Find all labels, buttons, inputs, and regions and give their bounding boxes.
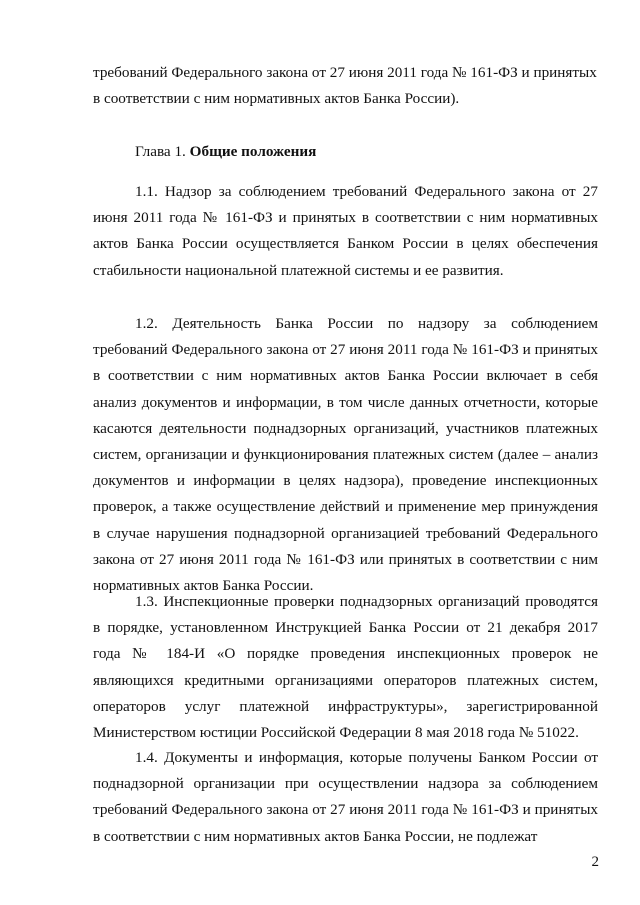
intro-paragraph: требований Федерального закона от 27 июня 2011 года № 161-ФЗ и принятых в соответствии с ним нормативных актов Банка России). bbox=[93, 64, 597, 108]
page-number: 2 bbox=[591, 854, 599, 870]
paragraph-1-2: 1.2. Деятельность Банка России по надзору за соблюдением требований Федерального закона от 27 июня 2011 года № 161-ФЗ и принятых в соответствии с ним нормативных актов Банка России включает в себя анализ документов и информации, в том числе данных отчетности, которые касаются деятельности поднадзорных организаций, участников платежных систем, организации и функционирования платежных систем (далее – анализ документов и информации в целях надзора), проведение инспекционных проверок, а также осуществление действий и применение мер принуждения в случае нарушения поднадзорной организацией требований Федерального закона от 27 июня 2011 года № 161-ФЗ или принятых в соответствии с ним нормативных актов Банка России. bbox=[93, 315, 598, 595]
paragraph-1-3: 1.3. Инспекционные проверки поднадзорных организаций проводятся в порядке, установленном Инструкцией Банка России от 21 декабря 2017 года № 184-И «О порядке проведения инспекционных проверок не являющихся кредитными организациями операторов платежных систем, операторов услуг платежной инфраструктуры», зарегистрированной Министерством юстиции Российской Федерации 8 мая 2018 года № 51022. bbox=[93, 593, 598, 742]
chapter-title: Общие положения bbox=[189, 143, 317, 160]
chapter-prefix: Глава 1. bbox=[135, 143, 190, 160]
chapter-heading bbox=[135, 139, 316, 165]
paragraph-1-1: 1.1. Надзор за соблюдением требований Федерального закона от 27 июня 2011 года № 161-ФЗ и принятых в соответствии с ним нормативных актов Банка России осуществляется Банком России в целях обеспечения стабильности национальной платежной системы и ее развития. bbox=[93, 183, 598, 279]
paragraph-1-4: 1.4. Документы и информация, которые получены Банком России от поднадзорной организации при осуществлении надзора за соблюдением требований Федерального закона от 27 июня 2011 года № 161-ФЗ и принятых в соответствии с ним нормативных актов Банка России, не подлежат bbox=[93, 749, 598, 845]
